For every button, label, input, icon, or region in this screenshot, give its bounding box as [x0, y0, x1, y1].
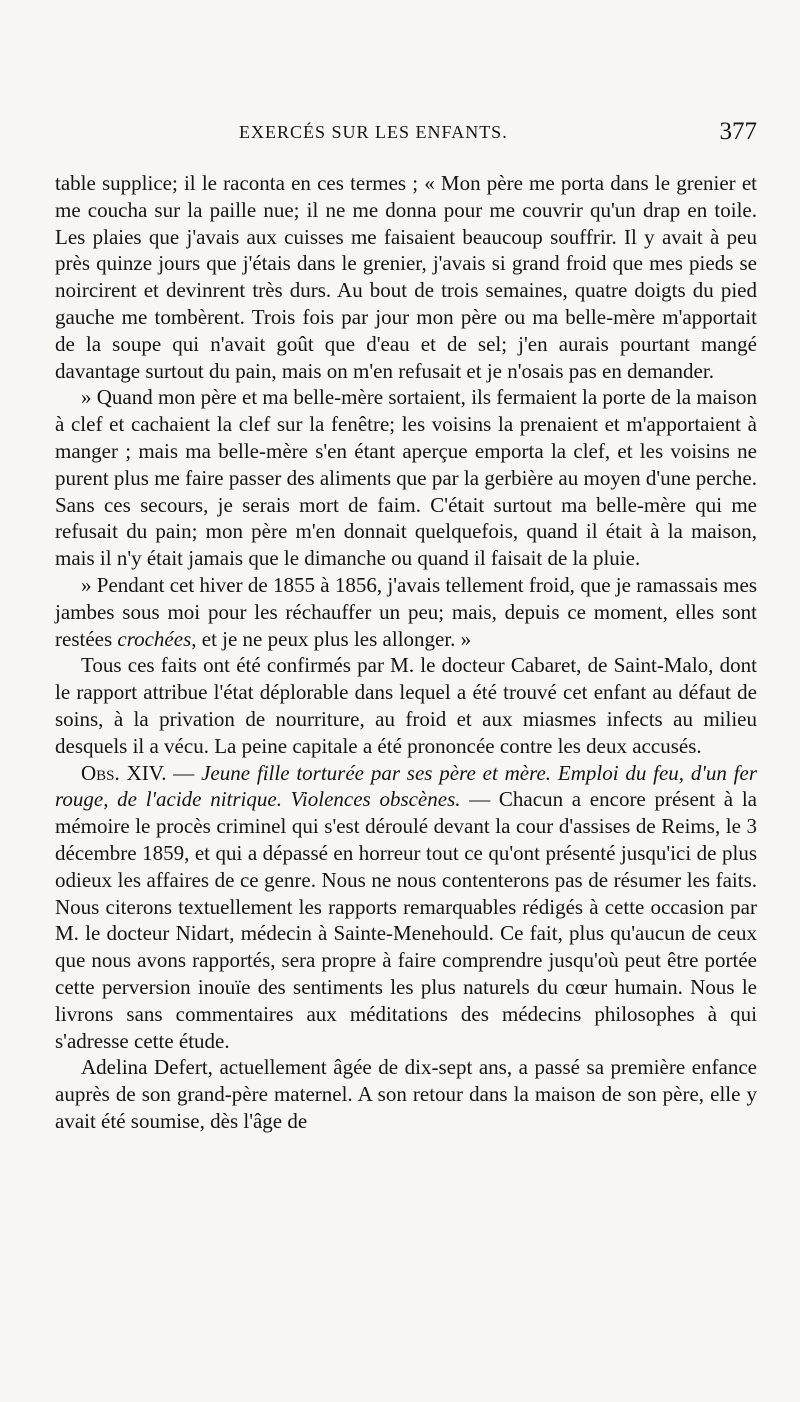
paragraph-quote-2 [55, 572, 757, 652]
book-page [55, 118, 757, 1135]
observation-title: Jeune fille torturée par ses père et mère. Emploi du feu, d'un fer rouge, de l'acide nitrique. Violences obscènes. [55, 760, 758, 812]
running-title: EXERCÉS SUR LES ENFANTS. [239, 122, 508, 142]
observation-dash: — [166, 760, 202, 785]
paragraph-continuation: table supplice; il le raconta en ces termes ; « Mon père me porta dans le grenier et me coucha sur la paille nue; il ne me donna pour me couvrir qu'un drap en toile. Les plaies que j'avais aux cuisses me faisaient beaucoup souffrir. Il y avait à peu près quinze jours que j'étais dans le grenier, j'avais si grand froid que mes pieds se noircirent et devinrent très durs. Au bout de trois semaines, quatre doigts du pied gauche me tombèrent. Trois fois par jour mon père ou ma belle-mère m'apportait de la soupe qui n'avait goût que d'eau et de sel; j'en aurais pourtant mangé davantage surtout du pain, mais on m'en refusait et je n'osais pas en demander. [55, 171, 757, 383]
page-number: 377 [719, 118, 757, 145]
quote-2-italic-word: crochées [117, 626, 192, 651]
page-body [55, 170, 757, 1135]
quote-2-part-b: , et je ne peux plus les allonger. » [191, 626, 472, 651]
observation-text: — Chacun a encore présent à la mémoire le procès criminel qui s'est déroulé devant la cour d'assises de Reims, le 3 décembre 1859, et qui a dépassé en horreur tout ce qu'ont présenté jusqu'ici de plus odieux les affaires de ce genre. Nous ne nous contenterons pas de résumer les faits. Nous citerons textuellement les rapports remarquables rédigés à cette occasion par M. le docteur Nidart, médecin à Sainte-Menehould. Ce fait, plus qu'aucun de ceux que nous avons rapportés, sera propre à faire comprendre jusqu'où peut être portée cette perversion inouïe des sentiments les plus naturels du cœur humain. Nous le livrons sans commentaires aux méditations des médecins philosophes à qui s'adresse cette étude. [55, 787, 757, 1053]
observation-paragraph [55, 760, 757, 1055]
observation-label: Obs. XIV. [81, 760, 167, 785]
paragraph-adelina: Adelina Defert, actuellement âgée de dix-sept ans, a passé sa première enfance auprès de son grand-père maternel. A son retour dans la maison de son père, elle y avait été soumise, dès l'âge de [55, 1055, 757, 1133]
paragraph-quote-1: » Quand mon père et ma belle-mère sortaient, ils fermaient la porte de la maison à clef et cachaient la clef sur la fenêtre; les voisins la prenaient et m'apportaient à manger ; mais ma belle-mère s'en étant aperçue emporta la clef, et les voisins ne purent plus me faire passer des aliments que par la gerbière au moyen d'une perche. Sans ces secours, je serais mort de faim. C'était surtout ma belle-mère qui me refusait du pain; mon père m'en donnait quelquefois, quand il était à la maison, mais il n'y était jamais que le dimanche ou quand il faisait de la pluie. [55, 385, 757, 571]
quote-2-part-a: » Pendant cet hiver de 1855 à 1856, j'avais tellement froid, que je ramassais mes jambes sous moi pour les réchauffer un peu; mais, depuis ce moment, elles sont restées [55, 572, 757, 651]
page-header [55, 118, 757, 160]
paragraph-confirmation: Tous ces faits ont été confirmés par M. le docteur Cabaret, de Saint-Malo, dont le rapport attribue l'état déplorable dans lequel a été trouvé cet enfant au défaut de soins, à la privation de nourriture, au froid et aux miasmes infects au milieu desquels il a vécu. La peine capitale a été prononcée contre les deux accusés. [55, 653, 757, 758]
